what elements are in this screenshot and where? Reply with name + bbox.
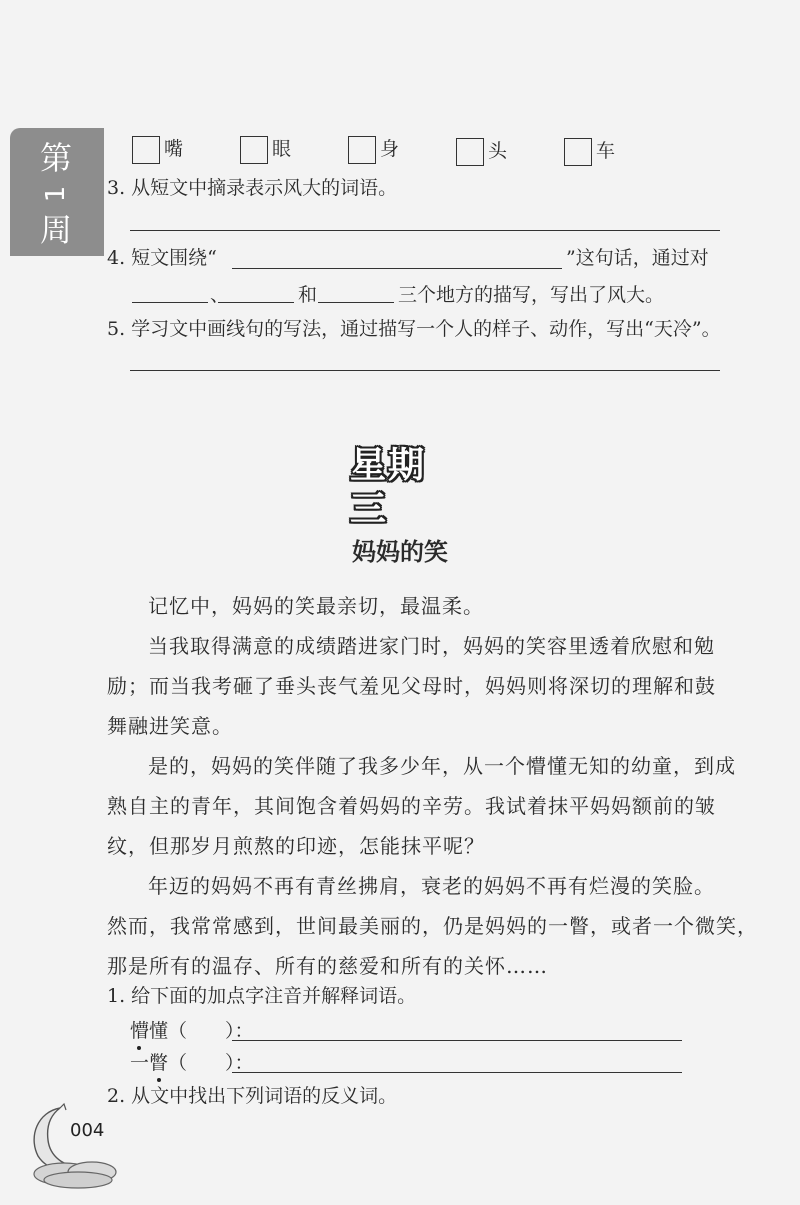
answer-box[interactable] [132, 136, 160, 164]
question-5: 5. 学习文中画线句的写法，通过描写一个人的样子、动作，写出“天冷”。 [107, 318, 721, 340]
question-b1: 1. 给下面的加点字注音并解释词语。 [107, 985, 417, 1007]
answer-line-q4-place1[interactable] [132, 302, 208, 303]
answer-box[interactable] [348, 136, 376, 164]
story-line-3: 励；而当我考砸了垂头丧气羞见父母时，妈妈则将深切的理解和鼓 [107, 674, 716, 698]
story-line-1: 记忆中，妈妈的笑最亲切，最温柔。 [148, 594, 484, 618]
answer-line-q4-place2[interactable] [218, 302, 294, 303]
story-line-6: 熟自主的青年，其间饱含着妈妈的辛劳。我试着抹平妈妈额前的皱 [107, 794, 716, 818]
answer-line-w1[interactable] [232, 1040, 682, 1041]
answer-box[interactable] [564, 138, 592, 166]
box-char: 车 [596, 140, 616, 162]
section-title: 星期三 [350, 445, 427, 530]
story-line-10: 那是所有的温存、所有的慈爱和所有的关怀…… [107, 954, 548, 978]
box-item-1 [132, 135, 183, 164]
word-2: 一瞥（ ）： [130, 1052, 254, 1074]
page-number: 004 [70, 1120, 105, 1141]
story-line-9: 然而，我常常感到，世间最美丽的，仍是妈妈的一瞥，或者一个微笑， [107, 914, 758, 938]
week-tab-char-3: 周 [39, 211, 72, 249]
week-tab-char-2: 1 [41, 185, 71, 203]
answer-box[interactable] [240, 136, 268, 164]
answer-line-q4-place3[interactable] [318, 302, 394, 303]
answer-line-q4-sentence[interactable] [232, 268, 562, 269]
question-3: 3. 从短文中摘录表示风大的词语。 [107, 177, 398, 199]
word-1: 懵懂（ ）： [130, 1020, 254, 1042]
question-4-start: 4. 短文围绕“ [107, 247, 217, 269]
question-4-sep2: 和 [298, 284, 318, 306]
answer-line-w2[interactable] [232, 1072, 682, 1073]
box-char: 身 [380, 138, 400, 160]
box-item-2 [240, 135, 291, 164]
question-b2: 2. 从文中找出下列词语的反义词。 [107, 1085, 398, 1107]
story-line-5: 是的，妈妈的笑伴随了我多少年，从一个懵懂无知的幼童，到成 [148, 754, 736, 778]
box-item-4 [456, 137, 507, 166]
answer-line-q3[interactable] [130, 230, 720, 231]
story-line-4: 舞融进笑意。 [107, 714, 233, 738]
box-item-5 [564, 137, 615, 166]
week-tab-label [30, 140, 82, 248]
story-line-7: 纹，但那岁月煎熬的印迹，怎能抹平呢？ [107, 834, 485, 858]
moon-cloud-icon [20, 1100, 130, 1190]
story-line-2: 当我取得满意的成绩踏进家门时，妈妈的笑容里透着欣慰和勉 [148, 634, 715, 658]
week-tab-char-1: 第 [39, 139, 72, 177]
box-char: 头 [488, 140, 508, 162]
answer-box[interactable] [456, 138, 484, 166]
story-title: 妈妈的笑 [352, 538, 448, 566]
question-4-end: ”这句话，通过对 [566, 247, 709, 269]
question-4-sep1: 、 [210, 284, 230, 306]
question-4-line2-end: 三个地方的描写，写出了风大。 [398, 284, 665, 306]
box-char: 眼 [272, 138, 292, 160]
story-line-8: 年迈的妈妈不再有青丝拂肩，衰老的妈妈不再有烂漫的笑脸。 [148, 874, 715, 898]
answer-line-q5[interactable] [130, 370, 720, 371]
box-char: 嘴 [164, 138, 184, 160]
box-item-3 [348, 135, 399, 164]
